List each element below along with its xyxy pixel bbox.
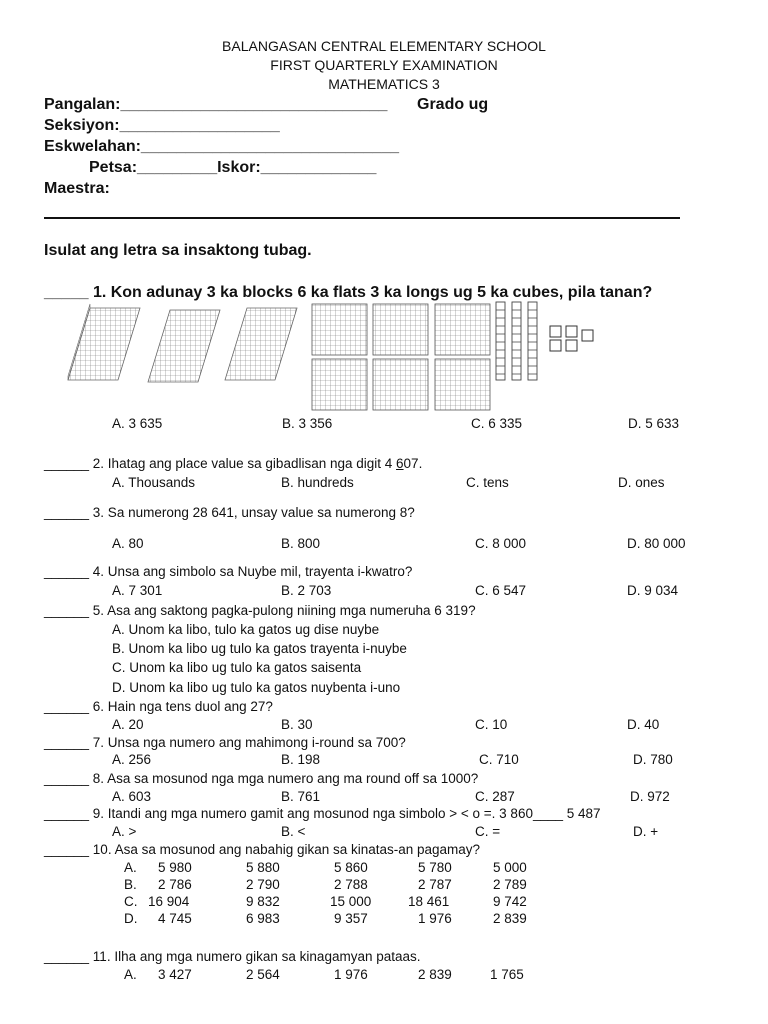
date-score-field-label: Petsa:_________Iskor:_____________ xyxy=(89,159,377,176)
q11-row-a-value: 2 564 xyxy=(246,967,280,982)
unit-cube-2 xyxy=(566,326,577,337)
q11-row-a-label: A. xyxy=(124,967,137,982)
hundred-flat-2 xyxy=(373,304,428,355)
hundred-flat-5 xyxy=(373,359,428,410)
q6-choice-c: C. 10 xyxy=(475,717,508,732)
section-field-label: Seksiyon:__________________ xyxy=(44,117,280,134)
question-9: ______ 9. Itandi ang mga numero gamit ang mosunod nga simbolo > < o =. 3 860____ 5 487 xyxy=(44,806,601,821)
q10-row-b-value: 2 789 xyxy=(493,877,527,892)
q10-row-a-value: 5 000 xyxy=(493,860,527,875)
hundred-flat-3 xyxy=(435,304,490,355)
question-2: ______ 2. Ihatag ang place value sa gibadlisan nga digit 4 607. xyxy=(44,456,423,471)
q10-row-d-value: 2 839 xyxy=(493,911,527,926)
q7-choice-b: B. 198 xyxy=(281,752,321,767)
underlined-digit: 6 xyxy=(396,456,404,471)
q10-row-c-value: 18 461 xyxy=(408,894,450,909)
q10-row-d-value: 9 357 xyxy=(334,911,368,926)
q10-row-d-label: D. xyxy=(124,911,138,926)
q3-choice-c: C. 8 000 xyxy=(475,536,527,551)
name-field-label: Pangalan:______________________________ xyxy=(44,96,388,113)
ten-long-3 xyxy=(528,302,537,380)
question-4: ______ 4. Unsa ang simbolo sa Nuybe mil, trayenta i-kwatro? xyxy=(44,564,413,579)
base-ten-blocks-illustration xyxy=(60,300,620,415)
q7-choice-a: A. 256 xyxy=(112,752,152,767)
q10-row-a-value: 5 780 xyxy=(418,860,452,875)
question-5: ______ 5. Asa ang saktong pagka-pulong niining mga numeruha 6 319? xyxy=(44,603,476,618)
q10-row-a-value: 5 980 xyxy=(158,860,192,875)
q8-choice-d: D. 972 xyxy=(630,789,670,804)
unit-cube-3 xyxy=(582,330,593,341)
q11-row-a-value: 3 427 xyxy=(158,967,192,982)
hundred-flat-1 xyxy=(312,304,367,355)
q10-row-c-value: 16 904 xyxy=(148,894,190,909)
q4-choice-a: A. 7 301 xyxy=(112,583,163,598)
q10-row-a-value: 5 860 xyxy=(334,860,368,875)
q6-choice-d: D. 40 xyxy=(627,717,660,732)
q9-choice-c: C. = xyxy=(475,824,501,839)
q10-row-d-value: 6 983 xyxy=(246,911,280,926)
q4-choice-c: C. 6 547 xyxy=(475,583,527,598)
q4-choice-b: B. 2 703 xyxy=(281,583,332,598)
q9-choice-a: A. > xyxy=(112,824,137,839)
school-field-label: Eskwelahan:_____________________________ xyxy=(44,138,399,155)
q10-row-a-label: A. xyxy=(124,860,137,875)
q6-choice-a: A. 20 xyxy=(112,717,144,732)
q2-choice-d: D. ones xyxy=(618,475,665,490)
q2-choice-b: B. hundreds xyxy=(281,475,354,490)
q8-choice-c: C. 287 xyxy=(475,789,515,804)
q1-choice-c: C. 6 335 xyxy=(471,416,523,431)
q10-row-b-value: 2 790 xyxy=(246,877,280,892)
q10-row-d-value: 4 745 xyxy=(158,911,192,926)
q11-row-a-value: 1 765 xyxy=(490,967,524,982)
q4-choice-d: D. 9 034 xyxy=(627,583,679,598)
ten-long-1 xyxy=(496,302,505,380)
q1-choice-b: B. 3 356 xyxy=(282,416,333,431)
q10-row-c-value: 15 000 xyxy=(330,894,372,909)
q5-choice-b: B. Unom ka libo ug tulo ka gatos trayenta i-nuybe xyxy=(112,641,407,656)
hundred-flat-6 xyxy=(435,359,490,410)
unit-cube-1 xyxy=(550,326,561,337)
q10-row-c-label: C. xyxy=(124,894,138,909)
question-11: ______ 11. Ilha ang mga numero gikan sa kinagamyan pataas. xyxy=(44,949,421,964)
q1-choice-a: A. 3 635 xyxy=(112,416,163,431)
school-name: BALANGASAN CENTRAL ELEMENTARY SCHOOL xyxy=(222,38,546,54)
unit-cube-5 xyxy=(566,340,577,351)
question-6: ______ 6. Hain nga tens duol ang 27? xyxy=(44,699,273,714)
q8-choice-a: A. 603 xyxy=(112,789,152,804)
q5-choice-d: D. Unom ka libo ug tulo ka gatos nuybenta i-uno xyxy=(112,680,401,695)
q10-row-d-value: 1 976 xyxy=(418,911,452,926)
q8-choice-b: B. 761 xyxy=(281,789,321,804)
q5-choice-c: C. Unom ka libo ug tulo ka gatos saisenta xyxy=(112,660,362,675)
q3-choice-a: A. 80 xyxy=(112,536,144,551)
q11-row-a-value: 1 976 xyxy=(334,967,368,982)
question-3: ______ 3. Sa numerong 28 641, unsay value sa numerong 8? xyxy=(44,505,415,520)
question-1: _____ 1. Kon adunay 3 ka blocks 6 ka flats 3 ka longs ug 5 ka cubes, pila tanan? xyxy=(44,284,653,301)
question-10: ______ 10. Asa sa mosunod ang nabahig gikan sa kinatas-an pagamay? xyxy=(44,842,481,857)
thousand-block-2 xyxy=(148,310,220,382)
q10-row-b-value: 2 788 xyxy=(334,877,368,892)
ten-long-2 xyxy=(512,302,521,380)
q10-row-a-value: 5 880 xyxy=(246,860,280,875)
q9-choice-d: D. + xyxy=(633,824,659,839)
thousand-block-1 xyxy=(68,304,140,380)
question-7: ______ 7. Unsa nga numero ang mahimong i-round sa 700? xyxy=(44,735,406,750)
q10-row-b-value: 2 786 xyxy=(158,877,192,892)
q11-row-a-value: 2 839 xyxy=(418,967,452,982)
q7-choice-c: C. 710 xyxy=(479,752,519,767)
q5-choice-a: A. Unom ka libo, tulo ka gatos ug dise nuybe xyxy=(112,622,380,637)
unit-cube-4 xyxy=(550,340,561,351)
q9-choice-b: B. < xyxy=(281,824,306,839)
q3-choice-d: D. 80 000 xyxy=(627,536,686,551)
q10-row-b-value: 2 787 xyxy=(418,877,452,892)
q10-row-c-value: 9 742 xyxy=(493,894,527,909)
grade-field-label: Grado ug xyxy=(417,96,489,113)
teacher-line xyxy=(44,217,680,219)
teacher-field-label: Maestra: xyxy=(44,180,110,197)
q6-choice-b: B. 30 xyxy=(281,717,313,732)
q2-choice-a: A. Thousands xyxy=(112,475,196,490)
instructions: Isulat ang letra sa insaktong tubag. xyxy=(44,242,312,259)
thousand-block-3 xyxy=(225,308,297,380)
q3-choice-b: B. 800 xyxy=(281,536,321,551)
q10-row-c-value: 9 832 xyxy=(246,894,280,909)
hundred-flat-4 xyxy=(312,359,367,410)
q1-choice-d: D. 5 633 xyxy=(628,416,680,431)
q7-choice-d: D. 780 xyxy=(633,752,673,767)
exam-title: FIRST QUARTERLY EXAMINATION xyxy=(270,57,498,73)
subject-title: MATHEMATICS 3 xyxy=(328,76,440,92)
q2-choice-c: C. tens xyxy=(466,475,509,490)
q10-row-b-label: B. xyxy=(124,877,137,892)
question-8: ______ 8. Asa sa mosunod nga mga numero ang ma round off sa 1000? xyxy=(44,771,479,786)
